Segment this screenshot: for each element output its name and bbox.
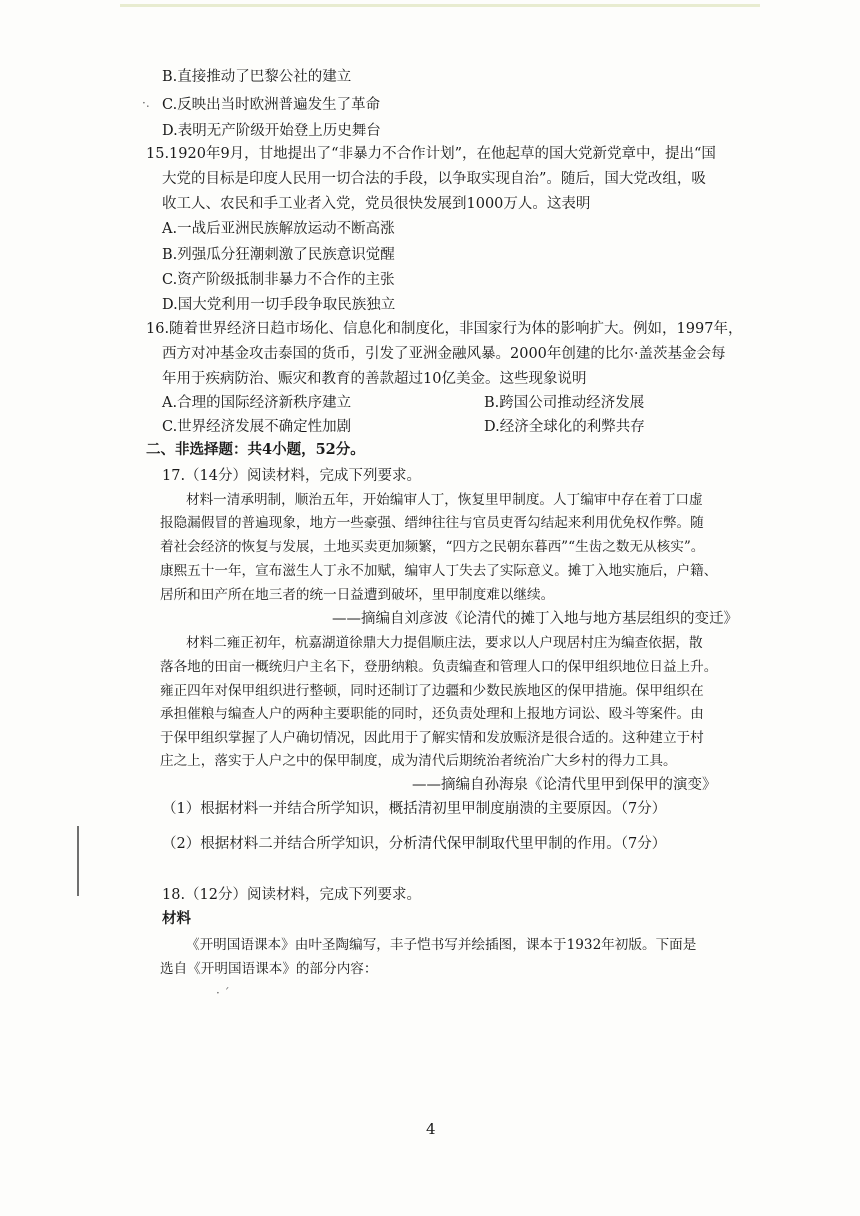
q16-stem-line-2: 西方对冲基金攻击泰国的货币，引发了亚洲金融风暴。2000年创建的比尔·盖茨基金会每 (162, 346, 726, 362)
q16-option-a: A.合理的国际经济新秩序建立 (162, 395, 352, 411)
q16-stem-line-3: 年用于疾病防治、赈灾和教育的善款超过10亿美金。这些现象说明 (162, 371, 587, 387)
q18-header: 18.（12分）阅读材料，完成下列要求。 (162, 887, 422, 903)
q17-header: 17.（14分）阅读材料，完成下列要求。 (162, 468, 422, 484)
q17-material2-line-3: 雍正四年对保甲组织进行整顿，同时还制订了边疆和少数民族地区的保甲措施。保甲组织在 (160, 683, 704, 699)
q17-material1-line-2: 报隐漏假冒的普遍现象，地方一些豪强、缙绅往往与官员吏胥勾结起来利用优免权作弊。随 (160, 515, 704, 531)
q17-material1-line-5: 居所和田产所在地三者的统一日益遭到破坏，里甲制度难以继续。 (160, 587, 555, 603)
q16-stem-line-1: 16.随着世界经济日趋市场化、信息化和制度化，非国家行为体的影响扩大。例如，1997年， (146, 321, 743, 337)
section-title: 二、非选择题：共4小题，52分。 (146, 441, 365, 458)
q16-option-b: B.跨国公司推动经济发展 (484, 395, 645, 411)
q15-option-c: C.资产阶级抵制非暴力不合作的主张 (162, 272, 395, 288)
q16-option-d: D.经济全球化的利弊共存 (484, 419, 645, 435)
top-edge-line (120, 4, 760, 7)
q17-material2-line-2: 落各地的田亩一概统归户主名下，登册纳粮。负责编查和管理人口的保甲组织地位日益上升。 (160, 659, 718, 675)
q15-stem-line-3: 收工人、农民和手工业者入党，党员很快发展到1000万人。这表明 (162, 196, 591, 212)
q17-material2-line-5: 于保甲组织掌握了人户确切情况，因此用于了解实情和发放赈济是很合适的。这种建立于村 (160, 730, 704, 746)
q15-option-b: B.列强瓜分狂潮刺激了民族意识觉醒 (162, 247, 395, 263)
q15-stem-line-2: 大党的目标是印度人民用一切合法的手段，以争取实现自治”。随后，国大党改组，吸 (162, 171, 706, 187)
q17-material2-line-4: 承担催粮与编查人户的两种主要职能的同时，还负责处理和上报地方词讼、殴斗等案件。由 (160, 706, 704, 722)
page-number: 4 (426, 1120, 436, 1138)
q15-stem-line-1: 15.1920年9月，甘地提出了“非暴力不合作计划”，在他起草的国大党新党章中，提出“国 (146, 146, 716, 162)
q17-material2-line-1: 材料二雍正初年，杭嘉湖道徐鼎大力提倡顺庄法，要求以人户现居村庄为编查依据，散 (186, 635, 703, 651)
scan-speck: ·. (142, 96, 150, 110)
q15-option-a: A.一战后亚洲民族解放运动不断高涨 (162, 221, 395, 237)
q17-material1-line-3: 着社会经济的恢复与发展，土地买卖更加频繁，“四方之民朝东暮西”“生齿之数无从核实”。 (160, 539, 705, 555)
scan-margin-mark (77, 826, 79, 896)
scan-speck: · ˊ (216, 986, 230, 1000)
q18-material-line-2: 选自《开明国语课本》的部分内容： (160, 961, 378, 977)
q15-option-d: D.国大党利用一切手段争取民族独立 (162, 297, 396, 313)
q14-option-d: D.表明无产阶级开始登上历史舞台 (162, 123, 381, 139)
q17-subquestion-2: （2）根据材料二并结合所学知识，分析清代保甲制取代里甲制的作用。（7分） (162, 836, 667, 852)
q17-subquestion-1: （1）根据材料一并结合所学知识，概括清初里甲制度崩溃的主要原因。（7分） (162, 801, 667, 817)
q17-source-2: ——摘编自孙海泉《论清代里甲到保甲的演变》 (412, 777, 717, 793)
q18-material-line-1: 《开明国语课本》由叶圣陶编写，丰子恺书写并绘插图，课本于1932年初版。下面是 (186, 937, 697, 953)
q17-material2-line-6: 庄之上，落实于人户之中的保甲制度，成为清代后期统治者统治广大乡村的得力工具。 (160, 753, 677, 769)
q14-option-c: C.反映出当时欧洲普遍发生了革命 (162, 97, 381, 113)
q16-option-c: C.世界经济发展不确定性加剧 (162, 419, 352, 435)
q17-source-1: ——摘编自刘彦波《论清代的摊丁入地与地方基层组织的变迁》 (332, 611, 738, 627)
q17-material1-line-4: 康熙五十一年，宣布滋生人丁永不加赋，编审人丁失去了实际意义。摊丁入地实施后，户籍、 (160, 563, 718, 579)
q18-material-label: 材料 (162, 910, 191, 927)
q17-material1-line-1: 材料一清承明制，顺治五年，开始编审人丁，恢复里甲制度。人丁编审中存在着丁口虚 (186, 492, 703, 508)
q14-option-b: B.直接推动了巴黎公社的建立 (162, 69, 352, 85)
